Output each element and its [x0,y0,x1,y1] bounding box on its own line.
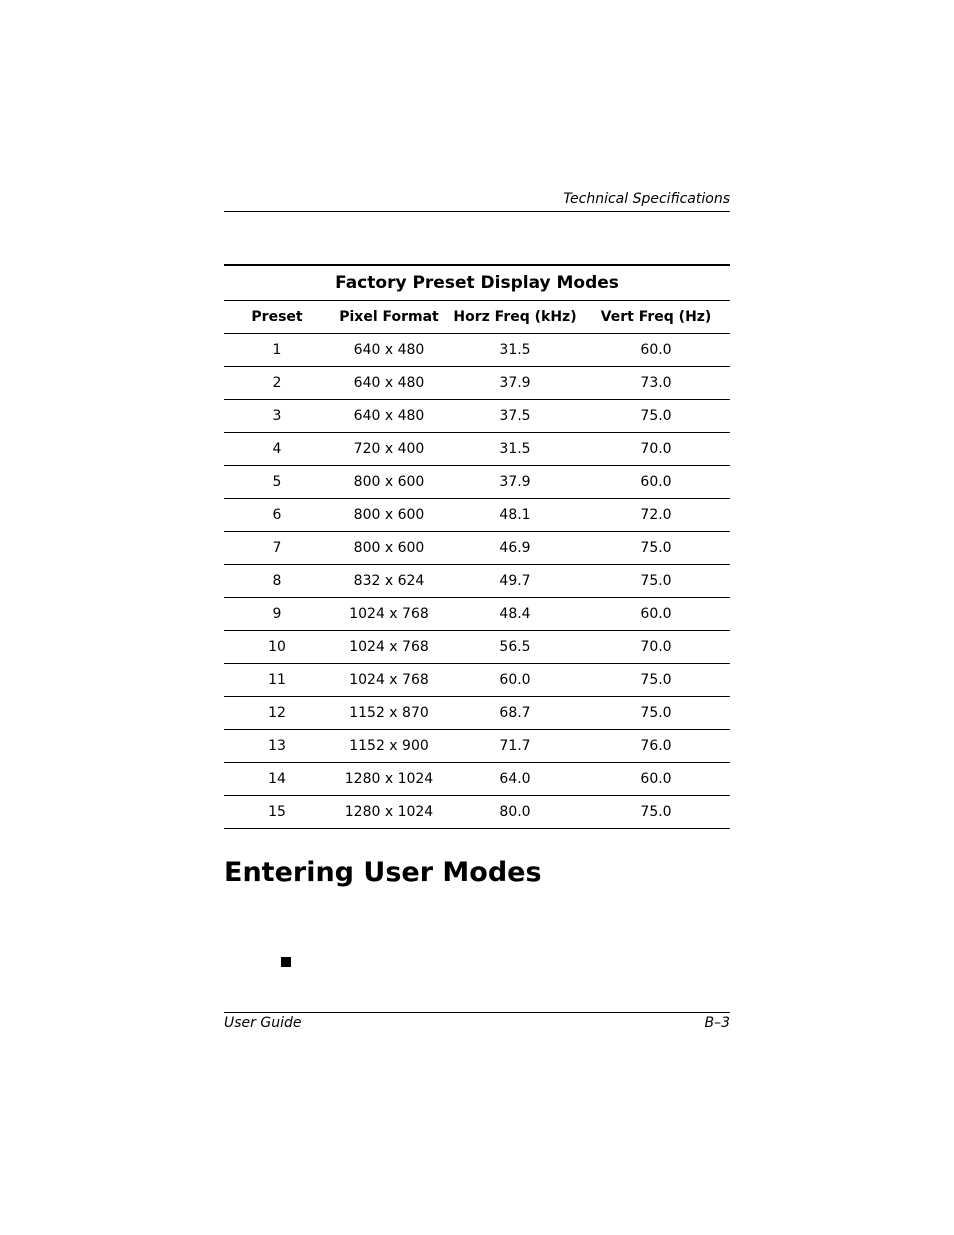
cell-preset: 13 [224,730,330,763]
cell-preset: 14 [224,763,330,796]
cell-pixel-format: 1280 x 1024 [330,763,448,796]
cell-pixel-format: 1280 x 1024 [330,796,448,829]
cell-preset: 6 [224,499,330,532]
table-header-row [224,301,730,334]
cell-pixel-format: 640 x 480 [330,400,448,433]
cell-vert-freq: 75.0 [582,400,730,433]
cell-horz-freq: 64.0 [448,763,582,796]
table-row [224,499,730,532]
cell-horz-freq: 48.4 [448,598,582,631]
table-row [224,598,730,631]
cell-vert-freq: 76.0 [582,730,730,763]
cell-preset: 5 [224,466,330,499]
cell-vert-freq: 75.0 [582,532,730,565]
table-row [224,466,730,499]
cell-pixel-format: 1024 x 768 [330,598,448,631]
cell-vert-freq: 70.0 [582,433,730,466]
cell-pixel-format: 800 x 600 [330,532,448,565]
cell-vert-freq: 75.0 [582,664,730,697]
cell-vert-freq: 60.0 [582,763,730,796]
preset-modes-table-container [224,264,730,829]
cell-vert-freq: 75.0 [582,565,730,598]
cell-vert-freq: 60.0 [582,334,730,367]
footer-page-number: B–3 [704,1015,730,1031]
cell-preset: 12 [224,697,330,730]
cell-horz-freq: 49.7 [448,565,582,598]
table-body [224,334,730,829]
cell-horz-freq: 37.9 [448,367,582,400]
table-row [224,565,730,598]
cell-horz-freq: 31.5 [448,334,582,367]
cell-horz-freq: 68.7 [448,697,582,730]
cell-pixel-format: 800 x 600 [330,499,448,532]
cell-preset: 2 [224,367,330,400]
cell-vert-freq: 70.0 [582,631,730,664]
cell-pixel-format: 1024 x 768 [330,664,448,697]
cell-horz-freq: 46.9 [448,532,582,565]
cell-preset: 1 [224,334,330,367]
square-bullet-icon [281,957,291,967]
table-row [224,334,730,367]
cell-preset: 8 [224,565,330,598]
table-row [224,763,730,796]
cell-vert-freq: 73.0 [582,367,730,400]
cell-preset: 15 [224,796,330,829]
cell-vert-freq: 75.0 [582,697,730,730]
table-caption: Factory Preset Display Modes [224,265,730,301]
cell-pixel-format: 1152 x 900 [330,730,448,763]
cell-pixel-format: 720 x 400 [330,433,448,466]
table-row [224,631,730,664]
cell-pixel-format: 640 x 480 [330,367,448,400]
cell-preset: 11 [224,664,330,697]
cell-vert-freq: 60.0 [582,466,730,499]
cell-horz-freq: 37.9 [448,466,582,499]
table-row [224,664,730,697]
preset-modes-table [224,264,730,829]
header-rule [224,211,730,212]
cell-pixel-format: 1152 x 870 [330,697,448,730]
cell-preset: 4 [224,433,330,466]
cell-pixel-format: 640 x 480 [330,334,448,367]
cell-horz-freq: 31.5 [448,433,582,466]
running-header: Technical Specifications [563,191,730,207]
cell-horz-freq: 80.0 [448,796,582,829]
table-row [224,532,730,565]
cell-vert-freq: 72.0 [582,499,730,532]
table-row [224,433,730,466]
table-row [224,697,730,730]
cell-horz-freq: 37.5 [448,400,582,433]
cell-pixel-format: 800 x 600 [330,466,448,499]
table-row [224,796,730,829]
cell-vert-freq: 75.0 [582,796,730,829]
footer-document-name: User Guide [224,1015,302,1031]
cell-vert-freq: 60.0 [582,598,730,631]
table-row [224,400,730,433]
table-row [224,730,730,763]
cell-horz-freq: 71.7 [448,730,582,763]
table-caption-row [224,265,730,301]
section-title: Entering User Modes [224,857,542,888]
cell-horz-freq: 48.1 [448,499,582,532]
cell-horz-freq: 60.0 [448,664,582,697]
column-header-vert-freq: Vert Freq (Hz) [582,301,730,334]
column-header-pixel-format: Pixel Format [330,301,448,334]
column-header-preset: Preset [224,301,330,334]
cell-preset: 9 [224,598,330,631]
cell-preset: 10 [224,631,330,664]
cell-pixel-format: 832 x 624 [330,565,448,598]
cell-preset: 3 [224,400,330,433]
cell-pixel-format: 1024 x 768 [330,631,448,664]
cell-horz-freq: 56.5 [448,631,582,664]
cell-preset: 7 [224,532,330,565]
column-header-horz-freq: Horz Freq (kHz) [448,301,582,334]
table-row [224,367,730,400]
